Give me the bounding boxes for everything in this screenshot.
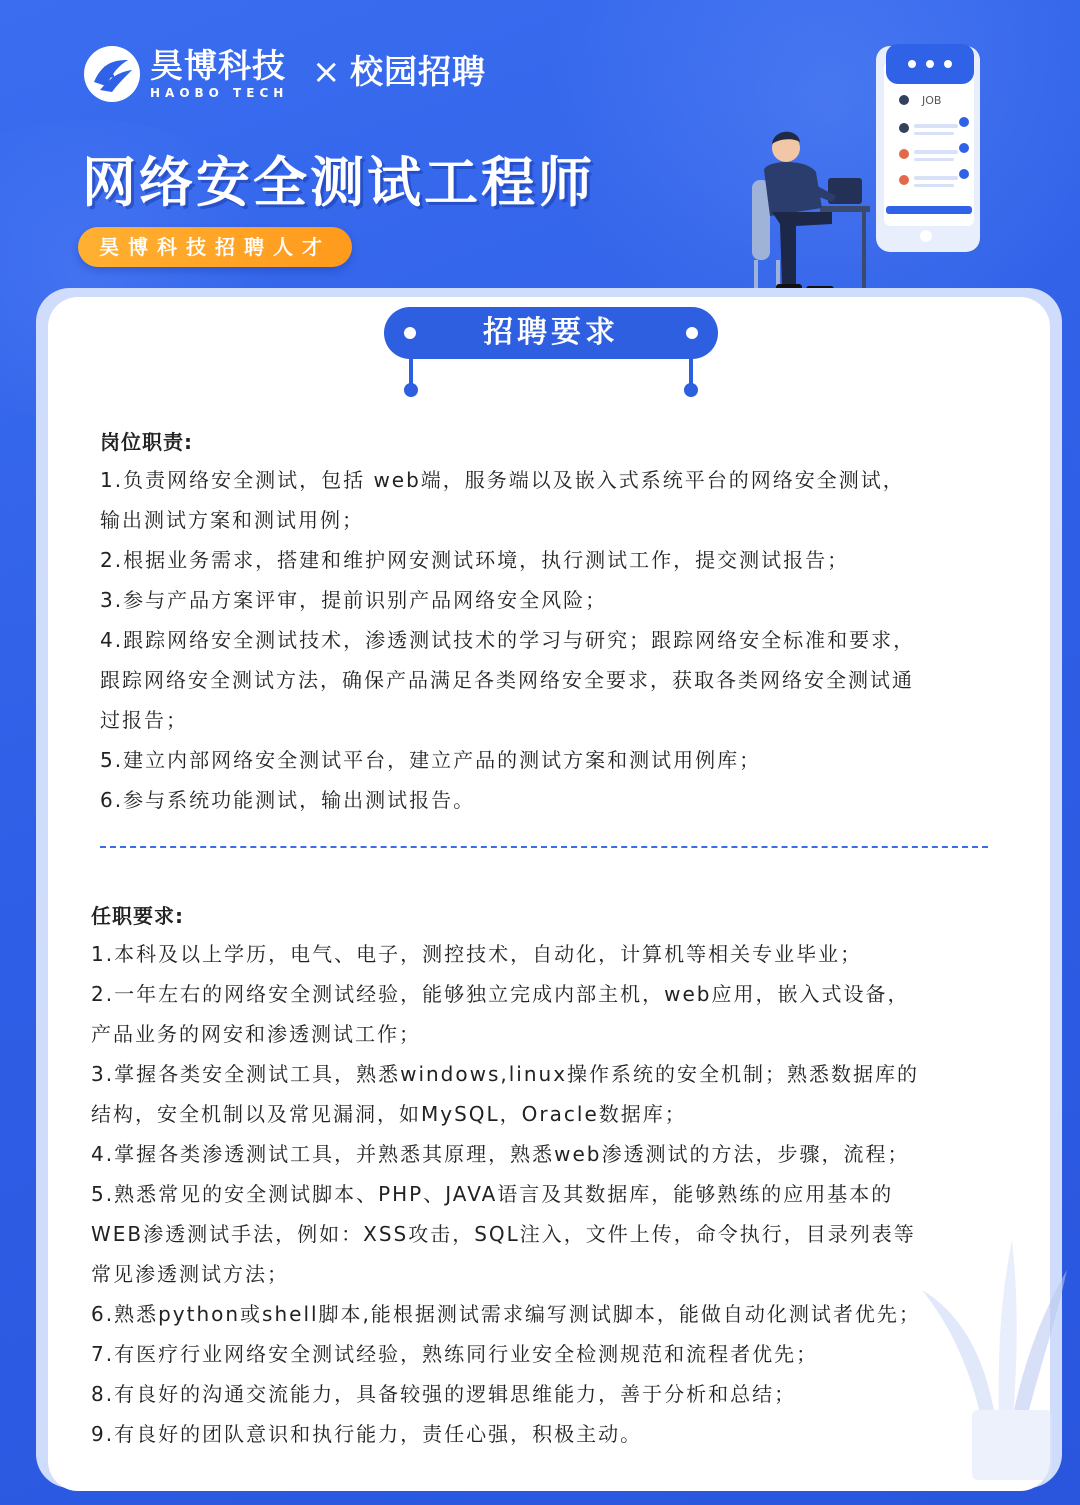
banner-dot xyxy=(686,327,698,339)
job-seeker-illustration-icon xyxy=(736,40,986,302)
list-item: 输出测试方案和测试用例； xyxy=(100,508,364,532)
campus-recruitment-label: 校园招聘 xyxy=(350,52,486,91)
page-title: 网络安全测试工程师 xyxy=(82,151,595,214)
banner-dot xyxy=(404,327,416,339)
cross-symbol: × xyxy=(312,52,341,92)
brand xyxy=(150,47,288,100)
list-item: 产品业务的网安和渗透测试工作； xyxy=(91,1022,421,1046)
list-item: 5.熟悉常见的安全测试脚本、PHP、JAVA语言及其数据库，能够熟练的应用基本的 xyxy=(91,1182,894,1206)
list-item: 4.掌握各类渗透测试工具，并熟悉其原理，熟悉web渗透测试的方法，步骤，流程； xyxy=(91,1142,910,1166)
list-item: 5.建立内部网络安全测试平台，建立产品的测试方案和测试用例库； xyxy=(100,748,762,772)
list-item: 7.有医疗行业网络安全测试经验，熟练同行业安全检测规范和流程者优先； xyxy=(91,1342,819,1366)
list-item: 结构，安全机制以及常见漏洞，如MySQL，Oracle数据库； xyxy=(91,1102,687,1126)
list-item: 2.一年左右的网络安全测试经验，能够独立完成内部主机，web应用，嵌入式设备， xyxy=(91,982,910,1006)
banner-knob xyxy=(404,383,418,397)
list-item: 3.参与产品方案评审，提前识别产品网络安全风险； xyxy=(100,588,608,612)
job-label: JOB xyxy=(922,94,942,107)
list-item: 6.熟悉python或shell脚本,能根据测试需求编写测试脚本，能做自动化测试者优先； xyxy=(91,1302,921,1326)
haobo-logo-icon xyxy=(82,44,142,104)
list-item: 常见渗透测试方法； xyxy=(91,1262,289,1286)
brand-name-english: HAOBO TECH xyxy=(150,86,289,100)
list-item: 8.有良好的沟通交流能力，具备较强的逻辑思维能力，善于分析和总结； xyxy=(91,1382,797,1406)
list-item: WEB渗透测试手法，例如：XSS攻击，SQL注入，文件上传，命令执行，目录列表等 xyxy=(91,1222,916,1246)
list-item: 1.本科及以上学历，电气、电子，测控技术，自动化，计算机等相关专业毕业； xyxy=(91,942,863,966)
brand-name: 昊博科技 xyxy=(150,46,286,85)
list-item: 2.根据业务需求，搭建和维护网安测试环境，执行测试工作，提交测试报告； xyxy=(100,548,850,572)
list-item: 9.有良好的团队意识和执行能力，责任心强，积极主动。 xyxy=(91,1422,643,1446)
list-item: 6.参与系统功能测试，输出测试报告。 xyxy=(100,788,476,812)
list-item: 3.掌握各类安全测试工具，熟悉windows,linux操作系统的安全机制；熟悉数据库的 xyxy=(91,1062,920,1086)
banner-title: 招聘要求 xyxy=(483,315,619,350)
section-divider xyxy=(100,846,988,848)
requirements-title: 任职要求: xyxy=(91,904,184,928)
banner-knob xyxy=(684,383,698,397)
requirements-section xyxy=(91,898,1011,1454)
requirements-banner xyxy=(384,307,718,359)
responsibilities-section xyxy=(100,424,1010,820)
list-item: 跟踪网络安全测试方法，确保产品满足各类网络安全要求，获取各类网络安全测试通 xyxy=(100,668,914,692)
responsibilities-title: 岗位职责: xyxy=(100,430,193,454)
list-item: 4.跟踪网络安全测试技术，渗透测试技术的学习与研究；跟踪网络安全标准和要求， xyxy=(100,628,916,652)
list-item: 过报告； xyxy=(100,708,188,732)
list-item: 1.负责网络安全测试，包括 web端，服务端以及嵌入式系统平台的网络安全测试， xyxy=(100,468,905,492)
recruitment-pill: 昊博科技招聘人才 xyxy=(78,227,352,267)
